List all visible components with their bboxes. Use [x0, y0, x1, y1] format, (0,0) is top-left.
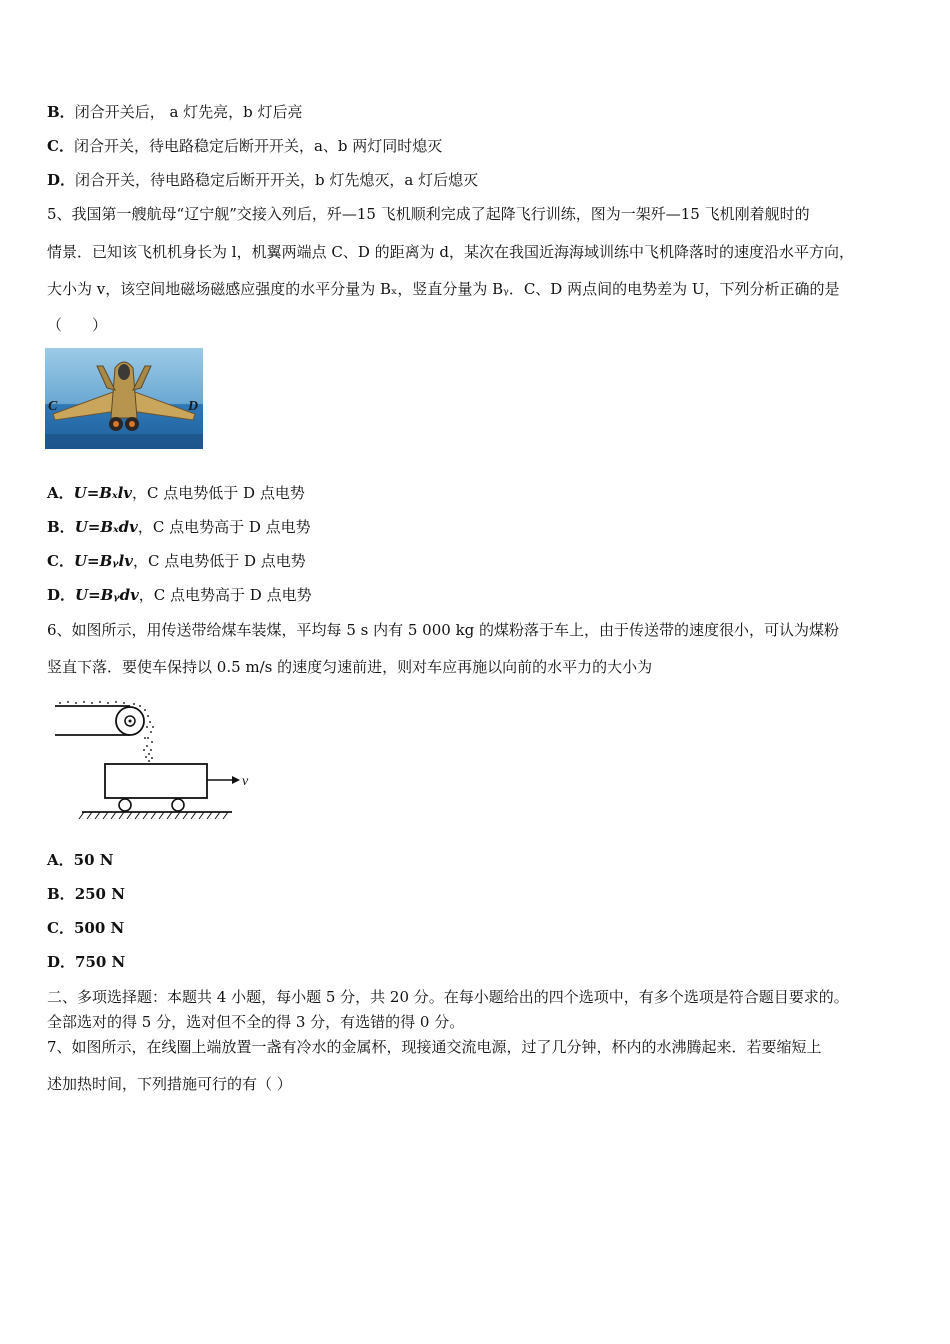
option-formula: U=Bᵧdv [75, 586, 139, 604]
section-2-heading-line-1: 二、多项选择题：本题共 4 小题，每小题 5 分，共 20 分。在每小题给出的四个选项中，有多个选项是符合题目要求的。 [47, 988, 849, 1006]
option-label: A． [47, 484, 74, 502]
option-text: C 点电势低于 D 点电势 [147, 484, 305, 502]
option-text: 250 N [74, 885, 125, 903]
q5-stem-line-4: （ ） [47, 316, 108, 334]
q5-option-b: B．U=Bₓdv，C 点电势高于 D 点电势 [47, 518, 311, 536]
option-text: 500 N [73, 919, 125, 937]
option-text: C 点电势高于 D 点电势 [153, 586, 312, 604]
q6-stem-line-1: 6、如图所示，用传送带给煤车装煤，平均每 5 s 内有 5 000 kg 的煤粉落于车上，由于传送带的速度很小，可认为煤粉 [47, 621, 840, 639]
q6-option-b [47, 884, 125, 904]
option-formula: U=Bₓdv [74, 518, 138, 536]
option-label: C． [47, 919, 74, 937]
option-label: B． [47, 885, 75, 903]
q5-stem-line-3: 大小为 v，该空间地磁场磁感应强度的水平分量为 Bₓ，竖直分量为 Bᵧ．C、D 两点间的电势差为 U，下列分析正确的是 [47, 280, 840, 298]
q4-option-d [47, 170, 478, 190]
option-label: A． [47, 851, 74, 869]
velocity-label: v [242, 774, 249, 789]
option-text: 50 N [73, 851, 114, 869]
wing-tip-c-label: C [48, 399, 58, 414]
q4-option-c [47, 136, 442, 156]
q5-stem-line-1: 5、我国第一艘航母“辽宁舰”交接入列后，歼—15 飞机顺利完成了起降飞行训练，图为一架歼—15 飞机刚着舰时的 [47, 205, 810, 223]
option-label: C． [47, 137, 74, 155]
q5-option-a: A．U=Bₓlv，C 点电势低于 D 点电势 [47, 484, 305, 502]
q6-option-d [47, 952, 125, 972]
option-label: B． [47, 518, 75, 536]
option-text: 闭合开关后， a 灯先亮，b 灯后亮 [74, 103, 303, 121]
option-label: D． [47, 953, 76, 971]
q4-option-b [47, 102, 303, 122]
conveyor-cart-diagram [50, 694, 260, 824]
q5-stem-line-2: 情景．已知该飞机机身长为 l，机翼两端点 C、D 的距离为 d，某次在我国近海海域训练中飞机降落时的速度沿水平方向， [47, 243, 854, 261]
q6-stem-line-2: 竖直下落．要使车保持以 0.5 m/s 的速度匀速前进，则对车应再施以向前的水平力的大小为 [47, 658, 653, 676]
jet-fighter-image [45, 348, 203, 449]
option-text: 闭合开关，待电路稳定后断开开关，b 灯先熄灭，a 灯后熄灭 [75, 171, 479, 189]
option-text: 750 N [75, 953, 126, 971]
q5-option-d: D．U=Bᵧdv，C 点电势高于 D 点电势 [47, 586, 312, 604]
option-formula: U=Bᵧlv [73, 552, 133, 570]
q6-option-a [47, 850, 113, 870]
option-label: B． [47, 103, 75, 121]
option-text: C 点电势高于 D 点电势 [152, 518, 311, 536]
option-label: C． [47, 552, 74, 570]
wing-tip-d-label: D [188, 399, 199, 414]
option-text: 闭合开关，待电路稳定后断开开关，a、b 两灯同时熄灭 [73, 137, 443, 155]
q7-stem-line-2: 述加热时间，下列措施可行的有（ ） [47, 1075, 292, 1093]
option-text: C 点电势低于 D 点电势 [147, 552, 306, 570]
q7-stem-line-1: 7、如图所示，在线圈上端放置一盏有冷水的金属杯，现接通交流电源，过了几分钟，杯内的水沸腾起来．若要缩短上 [47, 1038, 822, 1056]
section-2-heading-line-2: 全部选对的得 5 分，选对但不全的得 3 分，有选错的得 0 分。 [47, 1013, 465, 1031]
q6-option-c [47, 918, 124, 938]
option-label: D． [47, 586, 76, 604]
option-formula: U=Bₓlv [73, 484, 133, 502]
option-label: D． [47, 171, 76, 189]
q5-option-c: C．U=Bᵧlv，C 点电势低于 D 点电势 [47, 552, 306, 570]
